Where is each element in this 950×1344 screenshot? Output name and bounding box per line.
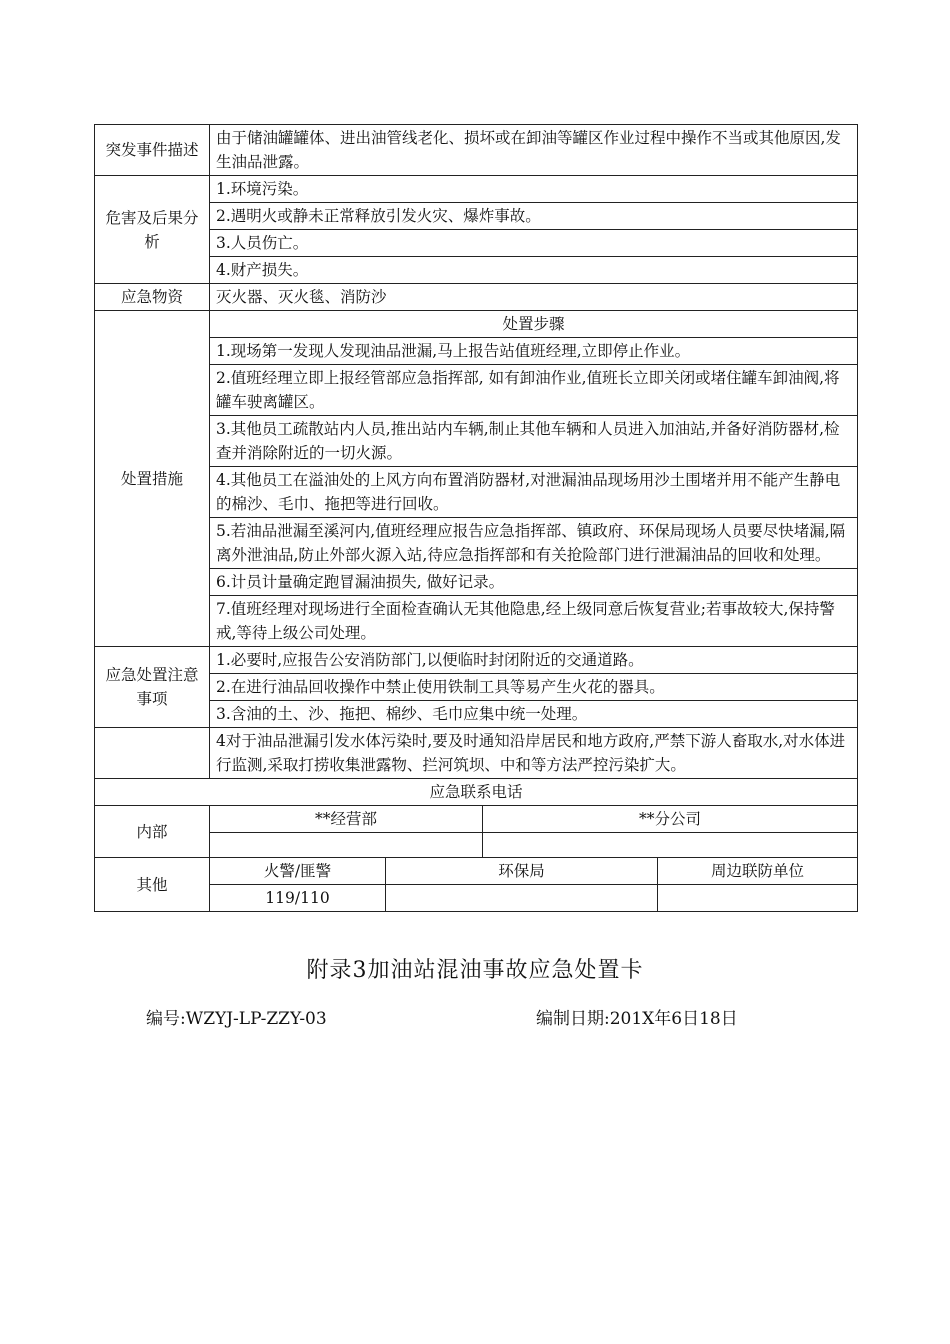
notes-row xyxy=(95,701,858,728)
notes-item: 3.含油的土、沙、拖把、棉纱、毛巾应集中统一处理。 xyxy=(210,701,858,728)
notes-extra: 4对于油品泄漏引发水体污染时,要及时通知沿岸居民和地方政府,严禁下游人畜取水,对水体进行监测,采取打捞收集泄露物、拦河筑坝、中和等方法严控污染扩大。 xyxy=(210,728,858,779)
fire-police-number: 119/110 xyxy=(210,885,386,912)
measure-step-row xyxy=(95,569,858,596)
internal-contacts-row xyxy=(95,806,858,833)
measure-step-row xyxy=(95,518,858,569)
measure-step: 4.其他员工在溢油处的上风方向布置消防器材,对泄漏油品现场用沙土围堵并用不能产生静电的棉沙、毛巾、拖把等进行回收。 xyxy=(210,467,858,518)
hazard-row xyxy=(95,203,858,230)
measure-step-row xyxy=(95,596,858,647)
emergency-card-table xyxy=(94,124,858,912)
materials-label: 应急物资 xyxy=(95,284,210,311)
measure-step: 3.其他员工疏散站内人员,推出站内车辆,制止其他车辆和人员进入加油站,并备好消防器材,检查并消除附近的一切火源。 xyxy=(210,416,858,467)
fire-police-header: 火警/匪警 xyxy=(210,858,386,885)
env-bureau-header: 环保局 xyxy=(386,858,658,885)
joint-defense-header: 周边联防单位 xyxy=(658,858,858,885)
internal-branch-header: **分公司 xyxy=(483,806,858,833)
hazard-item: 4.财产损失。 xyxy=(210,257,858,284)
measure-step: 1.现场第一发现人发现油品泄漏,马上报告站值班经理,立即停止作业。 xyxy=(210,338,858,365)
internal-contacts-values-row xyxy=(95,833,858,858)
appendix-title: 附录3加油站混油事故应急处置卡 xyxy=(306,958,644,983)
hazard-item: 2.遇明火或静未正常释放引发火灾、爆炸事故。 xyxy=(210,203,858,230)
hazard-row xyxy=(95,230,858,257)
measures-label: 处置措施 xyxy=(95,311,210,647)
internal-dept-header: **经营部 xyxy=(210,806,483,833)
document-number: 编号:WZYJ-LP-ZZY-03 xyxy=(146,1009,327,1029)
measure-step-row xyxy=(95,365,858,416)
notes-item: 1.必要时,应报告公安消防部门,以便临时封闭附近的交通道路。 xyxy=(210,647,858,674)
measure-step: 5.若油品泄漏至溪河内,值班经理应报告应急指挥部、镇政府、环保局现场人员要尽快堵漏,隔离外泄油品,防止外部火源入站,待应急指挥部和有关抢险部门进行泄漏油品的回收和处理。 xyxy=(210,518,858,569)
measure-step-row xyxy=(95,338,858,365)
other-contacts-values-row xyxy=(95,885,858,912)
notes-extra-row xyxy=(95,728,858,779)
notes-row xyxy=(95,674,858,701)
compile-date: 编制日期:201X年6日18日 xyxy=(536,1009,738,1029)
notes-item: 2.在进行油品回收操作中禁止使用铁制工具等易产生火花的器具。 xyxy=(210,674,858,701)
notes-row xyxy=(95,647,858,674)
hazard-row xyxy=(95,257,858,284)
notes-extra-empty-label xyxy=(95,728,210,779)
measure-step: 7.值班经理对现场进行全面检查确认无其他隐患,经上级同意后恢复营业;若事故较大,保持警戒,等待上级公司处理。 xyxy=(210,596,858,647)
contacts-title: 应急联系电话 xyxy=(95,779,858,806)
event-text: 由于储油罐罐体、进出油管线老化、损坏或在卸油等罐区作业过程中操作不当或其他原因,发生油品泄露。 xyxy=(210,125,858,176)
contacts-title-row xyxy=(95,779,858,806)
hazard-row xyxy=(95,176,858,203)
materials-text: 灭火器、灭火毯、消防沙 xyxy=(210,284,858,311)
hazard-item: 1.环境污染。 xyxy=(210,176,858,203)
measures-header: 处置步骤 xyxy=(210,311,858,338)
measure-step: 6.计员计量确定跑冒漏油损失, 做好记录。 xyxy=(210,569,858,596)
hazard-label: 危害及后果分析 xyxy=(95,176,210,284)
measure-step-row xyxy=(95,416,858,467)
joint-defense-number xyxy=(658,885,858,912)
measure-step: 2.值班经理立即上报经管部应急指挥部, 如有卸油作业,值班长立即关闭或堵住罐车卸油阀,将罐车驶离罐区。 xyxy=(210,365,858,416)
event-row xyxy=(95,125,858,176)
measures-header-row xyxy=(95,311,858,338)
internal-branch-value xyxy=(483,833,858,858)
internal-label: 内部 xyxy=(95,806,210,858)
other-label: 其他 xyxy=(95,858,210,912)
env-bureau-number xyxy=(386,885,658,912)
event-label: 突发事件描述 xyxy=(95,125,210,176)
notes-label: 应急处置注意事项 xyxy=(95,647,210,728)
hazard-item: 3.人员伤亡。 xyxy=(210,230,858,257)
internal-dept-value xyxy=(210,833,483,858)
materials-row xyxy=(95,284,858,311)
measure-step-row xyxy=(95,467,858,518)
other-contacts-row xyxy=(95,858,858,885)
